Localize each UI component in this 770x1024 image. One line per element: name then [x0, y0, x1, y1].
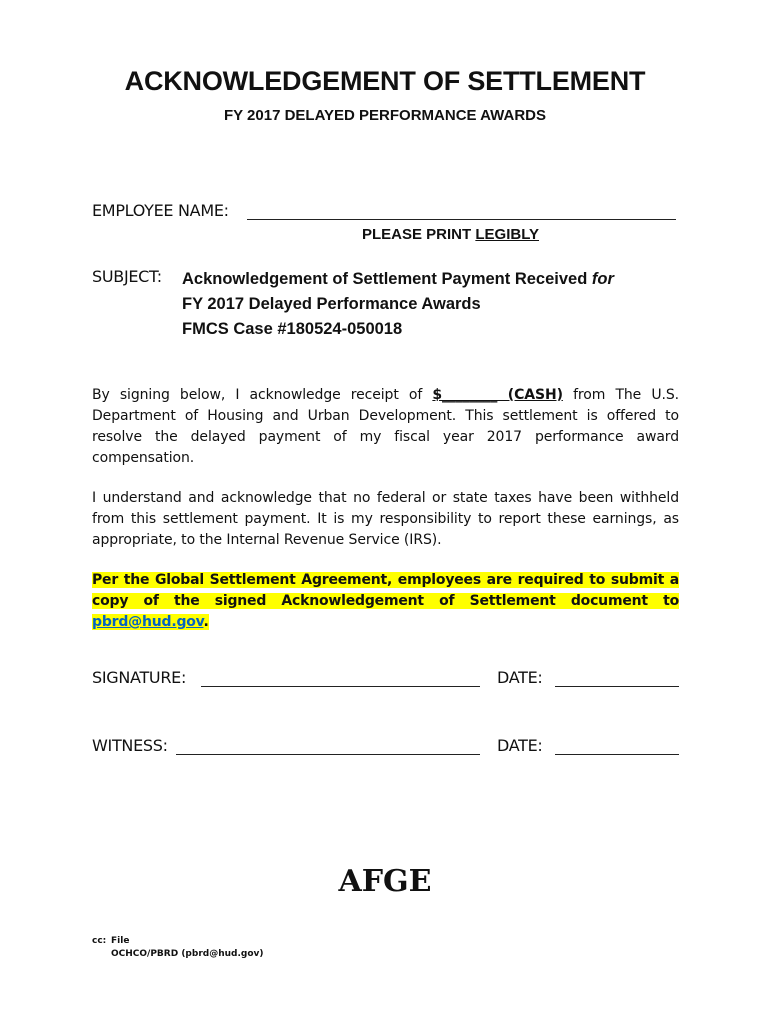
signature-date-label: DATE: [497, 668, 543, 687]
print-note-prefix: PLEASE PRINT [362, 226, 476, 243]
print-note-emphasis: LEGIBLY [475, 226, 539, 243]
subject-line-1-text: Acknowledgement of Settlement Payment Received [182, 270, 592, 288]
subject-line-2: FY 2017 Delayed Performance Awards [182, 295, 481, 313]
document-subtitle: FY 2017 DELAYED PERFORMANCE AWARDS [223, 107, 547, 124]
subject-text [182, 267, 614, 342]
witness-label: WITNESS: [92, 736, 168, 755]
subject-line-1-italic: for [591, 270, 614, 288]
witness-date-label: DATE: [497, 736, 543, 755]
employee-name-label: EMPLOYEE NAME: [92, 201, 229, 220]
signature-label: SIGNATURE: [92, 668, 187, 687]
subject-line-1 [182, 267, 614, 292]
employee-name-line[interactable] [247, 219, 676, 220]
subject-line-3: FMCS Case #180524-050018 [182, 320, 403, 338]
afge-logo-text: AFGE [338, 864, 432, 899]
subject-label: SUBJECT: [92, 267, 162, 286]
witness-line[interactable] [176, 754, 480, 755]
cc-office: OCHCO/PBRD (pbrd@hud.gov) [111, 949, 264, 959]
witness-date-line[interactable] [555, 754, 679, 755]
email-link[interactable]: pbrd@hud.gov [92, 614, 204, 630]
submission-end: . [203, 614, 209, 630]
cash-amount-blank: $________ (CASH) [432, 387, 563, 403]
receipt-text-end: from The U.S. Department of Housing and Urban Development. This settlement is offered to resolve the delayed payment of my fiscal year 2017 performance award compensation. [92, 387, 679, 466]
submission-highlight [92, 572, 679, 630]
submission-text: Per the Global Settlement Agreement, employees are required to submit a copy of the signed Acknowledgement of Settlement document to [92, 572, 679, 609]
signature-date-line[interactable] [555, 686, 679, 687]
tax-paragraph: I understand and acknowledge that no federal or state taxes have been withheld from this settlement payment. It is my responsibility to report these earnings, as appropriate, to the Internal Revenue Service (IRS). [92, 490, 679, 548]
signature-line[interactable] [201, 686, 480, 687]
document-title: ACKNOWLEDGEMENT OF SETTLEMENT [124, 66, 646, 96]
receipt-paragraph [92, 385, 679, 469]
cc-file: File [111, 936, 130, 946]
print-legibly-note [362, 226, 539, 243]
submission-paragraph [92, 570, 679, 633]
receipt-text-start: By signing below, I acknowledge receipt of [92, 387, 433, 403]
cc-label: cc: [92, 936, 107, 946]
